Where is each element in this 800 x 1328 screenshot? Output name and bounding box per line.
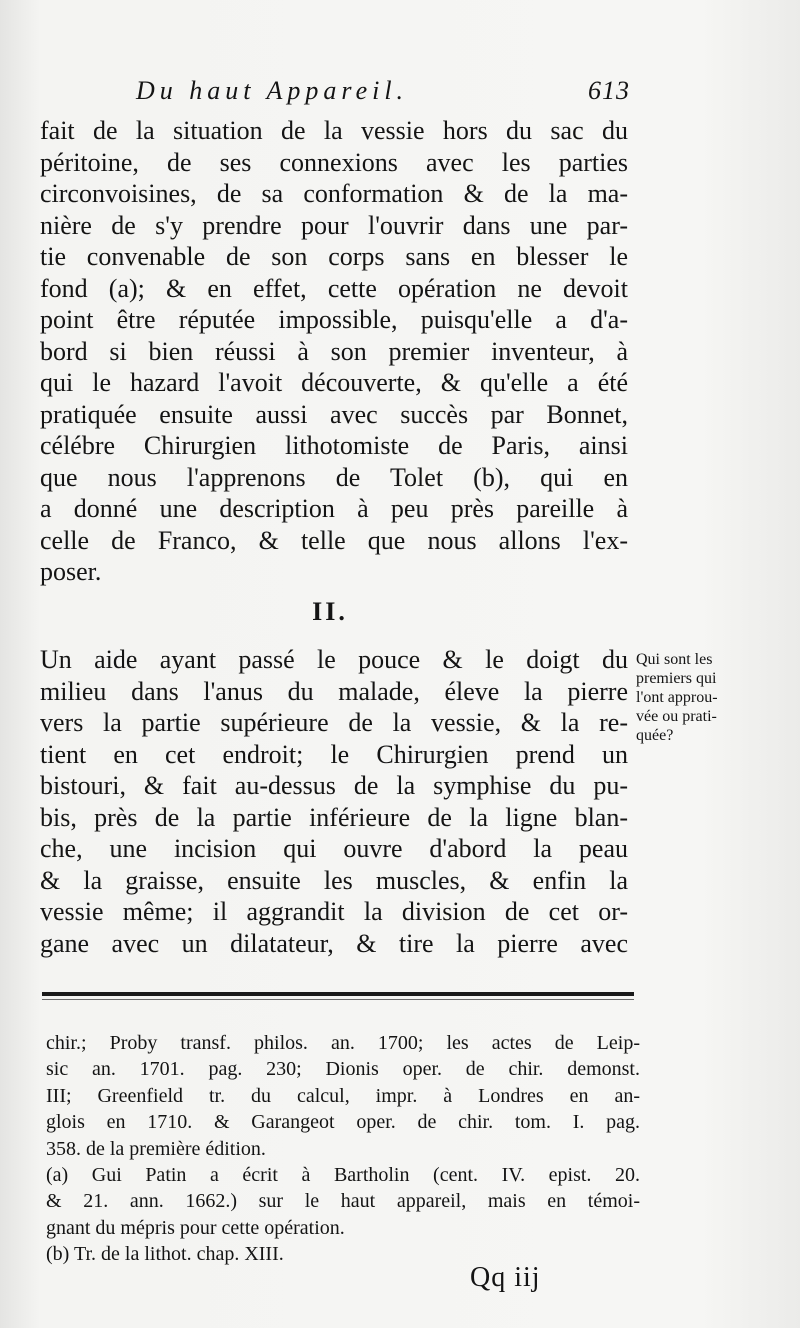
text-line: poser.	[40, 557, 102, 586]
text-line: Un aide ayant passé le pouce & le doigt du	[40, 645, 628, 674]
margin-note-line: vée ou prati-	[636, 708, 717, 725]
text-line: che, une incision qui ouvre d'abord la peau	[40, 834, 628, 863]
footnotes	[46, 1030, 640, 1268]
footnote-line: & 21. ann. 1662.) sur le haut appareil, mais en témoi-	[46, 1190, 640, 1213]
text-line: bis, près de la partie inférieure de la ligne blan-	[40, 802, 628, 832]
section-number: II.	[312, 597, 348, 626]
main-text-top	[40, 115, 628, 588]
text-line: que nous l'apprenons de Tolet (b), qui en	[40, 462, 628, 492]
footnote-line: gnant du mépris pour cette opération.	[46, 1216, 345, 1239]
text-line: & la graisse, ensuite les muscles, & enfin la	[40, 865, 628, 895]
text-line: fond (a); & en effet, cette opération ne devoit	[40, 273, 628, 303]
footnote-rule	[42, 992, 634, 996]
text-line: célébre Chirurgien lithotomiste de Paris, ainsi	[40, 431, 628, 460]
footnote-line: glois en 1710. & Garangeot oper. de chir. tom. I. pag.	[46, 1111, 640, 1134]
text-line: fait de la situation de la vessie hors du sac du	[40, 116, 628, 145]
signature-mark: Qq iij	[470, 1262, 541, 1293]
page-number: 613	[588, 76, 630, 105]
text-line: pratiquée ensuite aussi avec succès par Bonnet,	[40, 399, 628, 429]
footnote-line: (a) Gui Patin a écrit à Bartholin (cent. IV. epist. 20.	[46, 1163, 640, 1186]
main-text-bottom	[40, 644, 628, 959]
text-line: vers la partie supérieure de la vessie, & la re-	[40, 708, 628, 737]
footnote-line: chir.; Proby transf. philos. an. 1700; les actes de Leip-	[46, 1032, 640, 1054]
footnote-line: III; Greenfield tr. du calcul, impr. à Londres en an-	[46, 1084, 640, 1107]
footnote-rule-thin	[42, 999, 634, 1000]
margin-note-line: premiers qui	[636, 670, 717, 687]
margin-note-line: quée?	[636, 727, 674, 744]
text-line: circonvoisines, de sa conformation & de la ma-	[40, 179, 628, 208]
text-line: tient en cet endroit; le Chirurgien prend un	[40, 739, 628, 769]
text-line: milieu dans l'anus du malade, éleve la pierre	[40, 676, 628, 706]
footnote-line: 358. de la première édition.	[46, 1137, 266, 1160]
text-line: bistouri, & fait au-dessus de la symphise du pu-	[40, 771, 628, 800]
running-title: Du haut Appareil.	[136, 76, 409, 105]
text-line: qui le hazard l'avoit découverte, & qu'elle a été	[40, 368, 628, 397]
text-line: bord si bien réussi à son premier inventeur, à	[40, 336, 628, 366]
text-line: péritoine, de ses connexions avec les parties	[40, 147, 628, 177]
footnote-line: sic an. 1701. pag. 230; Dionis oper. de chir. demonst.	[46, 1058, 640, 1081]
margin-note-line: Qui sont les	[636, 651, 713, 668]
margin-note	[636, 650, 786, 745]
footnote-line: (b) Tr. de la lithot. chap. XIII.	[46, 1243, 284, 1266]
page-header	[40, 72, 630, 112]
text-line: a donné une description à peu près pareille à	[40, 494, 628, 523]
text-line: vessie même; il aggrandit la division de cet or-	[40, 897, 628, 926]
text-line: tie convenable de son corps sans en blesser le	[40, 242, 628, 271]
text-line: nière de s'y prendre pour l'ouvrir dans une par-	[40, 210, 628, 240]
text-line: celle de Franco, & telle que nous allons l'ex-	[40, 525, 628, 555]
margin-note-line: l'ont approu-	[636, 689, 718, 706]
text-line: gane avec un dilatateur, & tire la pierre avec	[40, 928, 628, 958]
text-line: point être réputée impossible, puisqu'elle a d'a-	[40, 305, 628, 334]
